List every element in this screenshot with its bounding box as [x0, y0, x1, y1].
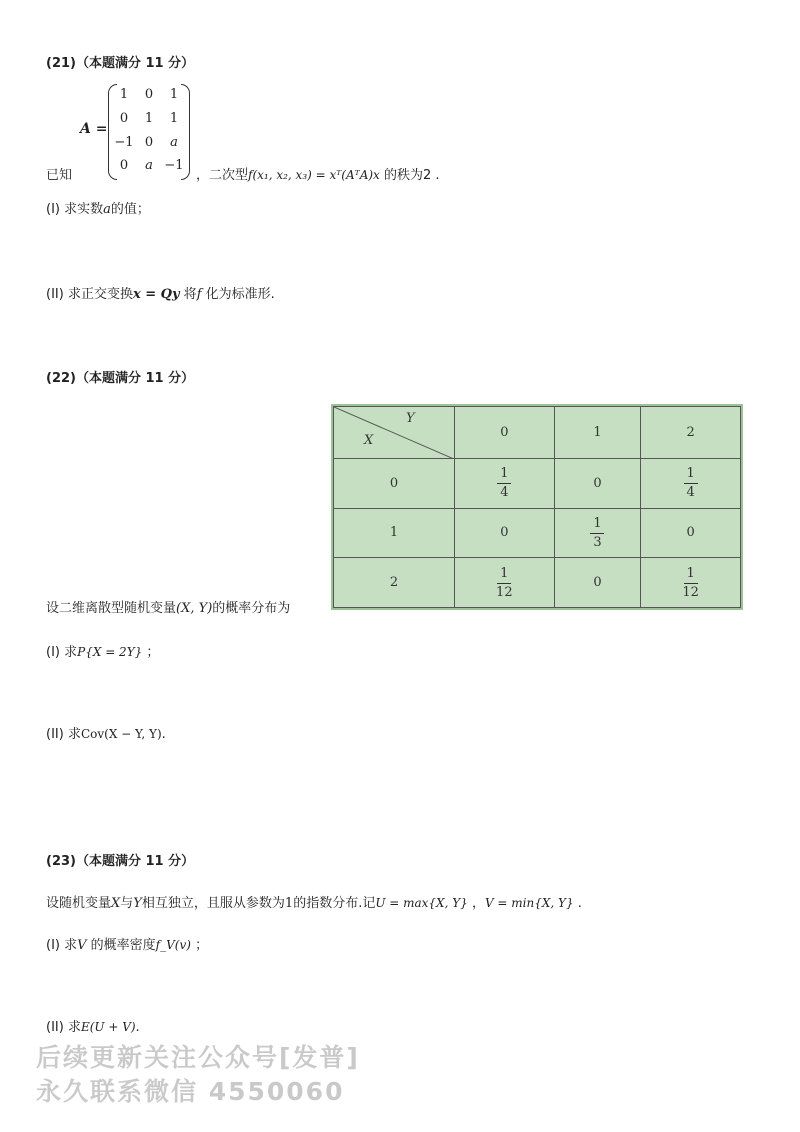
matrix-cell: 1	[144, 111, 154, 126]
fraction-bar	[684, 583, 698, 584]
q22-heading: (22)（本题满分 11 分）	[46, 371, 195, 386]
q21-part2-prefix: (II) 求正交变换	[46, 287, 133, 302]
q23-part2-formula: E(U + V)	[80, 1020, 136, 1034]
table-cell	[554, 508, 641, 558]
row-header: 1	[334, 508, 455, 558]
fraction	[497, 467, 511, 500]
q21-intro-mid: ，二次型	[196, 168, 249, 183]
col-header: 1	[554, 407, 641, 459]
fraction-numerator: 1	[686, 565, 695, 581]
q23-part1-prefix: (I) 求	[46, 938, 78, 953]
fraction	[684, 467, 698, 500]
fraction-bar	[497, 583, 511, 584]
matrix-cell: 0	[144, 135, 154, 150]
q22-part1	[46, 641, 159, 660]
q23-intro-u: U = max{X, Y}	[375, 896, 468, 910]
watermark-line-2: 永久联系微信 4550060	[36, 1077, 345, 1106]
matrix-cell: 0	[119, 111, 129, 126]
matrix-a	[108, 84, 190, 180]
matrix-cell: 1	[119, 87, 129, 102]
matrix-cell: 1	[169, 87, 179, 102]
q21-part1	[46, 198, 150, 217]
q23-heading: (23)（本题满分 11 分）	[46, 854, 195, 869]
q22-part2-suffix: .	[161, 727, 166, 742]
q21-intro-line	[196, 164, 440, 183]
q23-intro-one: 1	[284, 896, 294, 911]
q23-part1-formula: f_V(v)	[155, 938, 191, 952]
q22-part2	[46, 723, 166, 742]
q23-part1	[46, 934, 208, 953]
q21-part2	[46, 283, 275, 302]
table-cell	[641, 558, 741, 608]
matrix-cell: −1	[114, 135, 134, 150]
fraction	[496, 567, 513, 600]
q23-part1-suffix: ；	[195, 938, 209, 953]
matrix-cell: a	[145, 158, 153, 173]
fraction-bar	[590, 533, 604, 534]
q21-part2-mid: 将	[183, 287, 197, 302]
table-cell	[455, 459, 555, 509]
q23-intro	[46, 892, 582, 911]
table-cell	[641, 459, 741, 509]
q23-part2-suffix: .	[135, 1020, 140, 1035]
corner-label-x: X	[364, 433, 374, 448]
q22-part1-prefix: (I) 求	[46, 645, 78, 660]
matrix-label: A =	[80, 121, 108, 137]
fraction	[682, 567, 699, 600]
corner-label-y: Y	[406, 411, 415, 426]
q21-part2-suffix: 化为标准形.	[205, 287, 275, 302]
row-header: 0	[334, 459, 455, 509]
table-cell: 0	[554, 558, 641, 608]
q22-intro	[46, 597, 290, 616]
probability-table	[331, 404, 743, 610]
q21-quadratic-formula: f(x₁, x₂, x₃) = xᵀ(AᵀA)x	[248, 168, 380, 182]
fraction-denominator: 4	[500, 485, 509, 501]
q23-intro-v: V = min{X, Y}	[484, 896, 574, 910]
q23-intro-comma: ，	[471, 896, 485, 911]
q21-intro-prefix: 已知	[46, 168, 73, 183]
matrix-cell: 1	[169, 111, 179, 126]
fraction-bar	[497, 483, 511, 484]
q21-part1-suffix: 的值；	[110, 202, 150, 217]
fraction-bar	[684, 483, 698, 484]
q23-part1-mid: 的概率密度	[90, 938, 156, 953]
q22-part1-suffix: ；	[146, 645, 160, 660]
matrix-cell: 0	[144, 87, 154, 102]
fraction-numerator: 1	[686, 466, 695, 482]
q22-part1-formula: P{X = 2Y}	[77, 645, 143, 659]
fraction-numerator: 1	[500, 565, 509, 581]
q23-intro-y: Y	[133, 896, 142, 911]
q22-intro-var: (X, Y)	[176, 601, 213, 616]
watermark-line-1: 后续更新关注公众号[发普]	[36, 1043, 360, 1072]
q22-part2-prefix: (II) 求	[46, 727, 81, 742]
q23-intro-end: .	[577, 896, 582, 911]
diagonal-line	[334, 407, 454, 459]
q23-intro-p2: 与	[120, 896, 134, 911]
fraction-denominator: 12	[682, 584, 699, 600]
q23-intro-p3: 相互独立，且服从参数为	[141, 896, 285, 911]
q21-part1-var: a	[103, 202, 111, 217]
matrix-cell: −1	[164, 158, 184, 173]
col-header: 2	[641, 407, 741, 459]
row-header: 2	[334, 558, 455, 608]
q23-part2-prefix: (II) 求	[46, 1020, 81, 1035]
q21-part2-formula: x = Qy	[132, 287, 180, 302]
table-cell: 0	[554, 459, 641, 509]
q22-intro-prefix: 设二维离散型随机变量	[46, 601, 177, 616]
fraction-denominator: 12	[496, 584, 513, 600]
table-cell: 0	[455, 508, 555, 558]
q23-intro-p1: 设随机变量	[46, 896, 112, 911]
q21-intro-suffix: 的秩为2 .	[383, 168, 440, 183]
fraction-denominator: 4	[686, 485, 695, 501]
q21-part1-prefix: (I) 求实数	[46, 202, 104, 217]
q23-part2	[46, 1016, 140, 1035]
fraction-denominator: 3	[593, 534, 602, 550]
q23-intro-p4: 的指数分布.记	[293, 896, 376, 911]
q22-intro-suffix: 的概率分布为	[212, 601, 291, 616]
q23-part1-var: V	[77, 938, 87, 953]
matrix-cell: 0	[119, 158, 129, 173]
table-corner-cell	[334, 407, 455, 459]
col-header: 0	[455, 407, 555, 459]
matrix-cell: a	[170, 135, 178, 150]
table-cell: 0	[641, 508, 741, 558]
fraction-numerator: 1	[593, 515, 602, 531]
q23-intro-x: X	[111, 896, 121, 911]
fraction	[590, 517, 604, 550]
q22-part2-formula: Cov(X − Y, Y)	[80, 727, 162, 741]
q21-part2-var: f	[196, 287, 202, 302]
fraction-numerator: 1	[500, 466, 509, 482]
table-cell	[455, 558, 555, 608]
q21-heading: (21)（本题满分 11 分）	[46, 56, 195, 71]
